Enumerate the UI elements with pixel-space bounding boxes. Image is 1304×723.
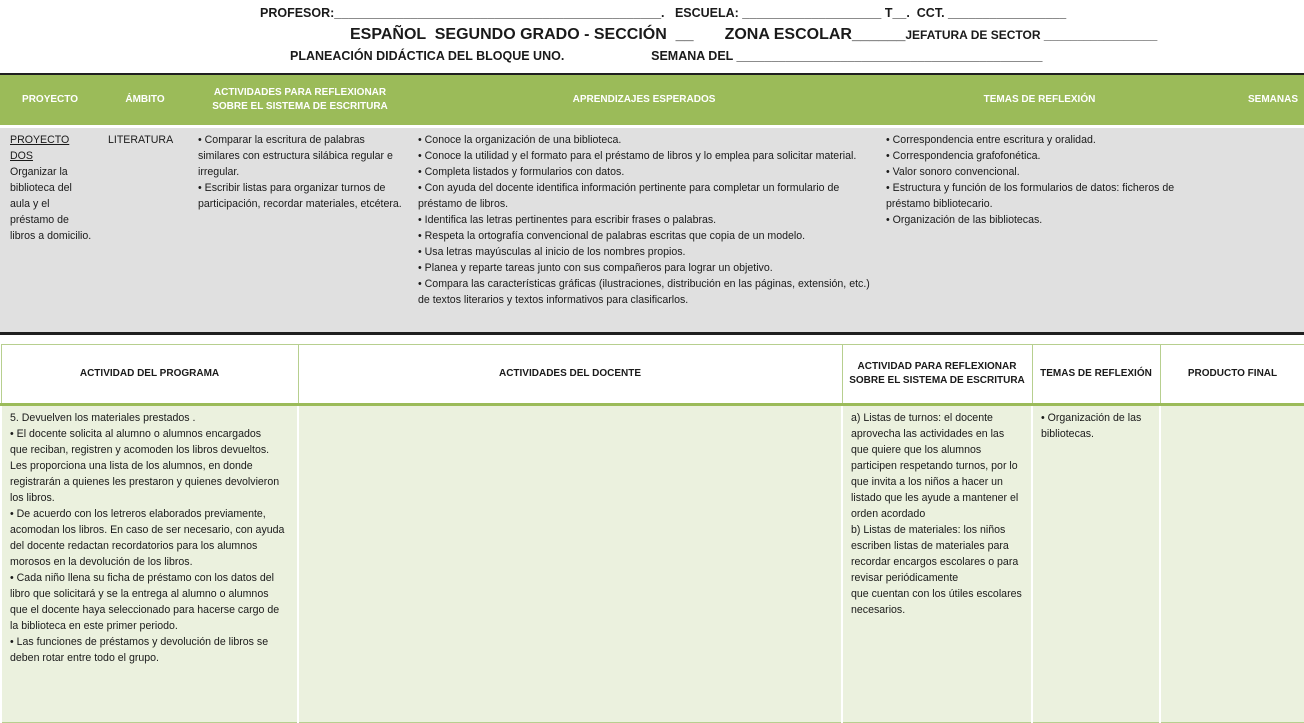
cell-temas-reflexion — [1032, 405, 1160, 723]
list-item: • Planea y reparte tareas junto con sus compañeros para lograr un objetivo. — [418, 262, 773, 274]
list-item: • Comparar la escritura de palabras similares con estructura silábica regular e irregular. — [198, 134, 393, 178]
col-header-reflexionar: ACTIVIDAD PARA REFLEXIONAR SOBRE EL SISTEMA DE ESCRITURA — [842, 345, 1032, 405]
list-item: • Usa letras mayúsculas al inicio de los nombres propios. — [418, 246, 686, 258]
header-title-main: ESPAÑOL SEGUNDO GRADO - SECCIÓN __ ZONA ESCOLAR______ — [350, 26, 906, 43]
list-item: • Escribir listas para organizar turnos de participación, recordar materiales, etcétera. — [198, 182, 402, 210]
planning-header-row — [0, 74, 1304, 127]
cell-ambito: LITERATURA — [100, 127, 190, 334]
col-header-semanas: SEMANAS — [1201, 74, 1304, 127]
list-item: que reciban, registren y acomoden los libros devueltos. Les proporciona una lista de los alumnos, en donde registrarán a quienes les prestaron y quienes devolvieron los libros. — [10, 444, 280, 504]
activities-row — [1, 405, 1304, 723]
cell-actividades — [190, 127, 410, 334]
cell-temas — [878, 127, 1201, 334]
activities-header-row — [1, 345, 1304, 405]
activities-table — [0, 344, 1304, 723]
cell-docente — [298, 405, 842, 723]
list-item: • Correspondencia entre escritura y oralidad. — [886, 134, 1096, 146]
cell-aprendizajes — [410, 127, 878, 334]
list-item: • El docente solicita al alumno o alumnos encargados — [10, 428, 262, 440]
cell-producto — [1160, 405, 1304, 723]
header-jefatura: JEFATURA DE SECTOR _________________ — [905, 28, 1158, 42]
planning-table — [0, 73, 1304, 335]
col-header-temas-reflexion: TEMAS DE REFLEXIÓN — [1032, 345, 1160, 405]
col-header-proyecto: PROYECTO — [0, 74, 100, 127]
list-item: • Compara las características gráficas (ilustraciones, distribución en las páginas, extensión, etc.) de textos literarios y textos informativos para clasificarlos. — [418, 278, 870, 306]
list-item: • Correspondencia grafofonética. — [886, 150, 1041, 162]
cell-semanas — [1201, 127, 1304, 334]
header-title-line — [350, 26, 1304, 44]
col-header-programa: ACTIVIDAD DEL PROGRAMA — [1, 345, 298, 405]
list-item: • Identifica las letras pertinentes para escribir frases o palabras. — [418, 214, 717, 226]
planning-row — [0, 127, 1304, 334]
header-profesor-line: PROFESOR:_______________________________________________. ESCUELA: ____________________ T__. CCT. _________________ — [260, 6, 1067, 20]
cell-programa — [1, 405, 298, 723]
proyecto-title: PROYECTO DOS — [10, 134, 70, 162]
col-header-temas: TEMAS DE REFLEXIÓN — [878, 74, 1201, 127]
list-item: • Las funciones de préstamos y devolución de libros se deben rotar entre todo el grupo. — [10, 636, 269, 664]
list-item: • Organización de las bibliotecas. — [886, 214, 1043, 226]
list-item: • Estructura y función de los formularios de datos: ficheros de préstamo bibliotecario. — [886, 182, 1175, 210]
list-item: • Valor sonoro convencional. — [886, 166, 1020, 178]
list-item: b) Listas de materiales: los niños escriben listas de materiales para recordar encargos escolares o para revisar periódicamente — [851, 524, 1019, 584]
list-item: • Respeta la ortografía convencional de palabras escritas que copia de un modelo. — [418, 230, 806, 242]
cell-proyecto — [0, 127, 100, 334]
list-item: • Con ayuda del docente identifica información pertinente para completar un formulario de préstamo de libros. — [418, 182, 840, 210]
cell-reflexionar — [842, 405, 1032, 723]
list-item: • Completa listados y formularios con datos. — [418, 166, 625, 178]
col-header-docente: ACTIVIDADES DEL DOCENTE — [298, 345, 842, 405]
list-item: 5. Devuelven los materiales prestados . — [10, 412, 196, 424]
list-item: • Conoce la organización de una biblioteca. — [418, 134, 622, 146]
list-item: • De acuerdo con los letreros elaborados previamente, acomodan los libros. En caso de ser necesario, con ayuda del docente redactan recordatorios para los alumnos morosos en la devolución de los libros. — [10, 508, 285, 568]
list-item: • Cada niño llena su ficha de préstamo con los datos del libro que solicitará y se la entrega al alumno o alumnos que el docente haya seleccionado para hacerse cargo de la biblioteca en este primer periodo. — [10, 572, 280, 632]
col-header-ambito: ÁMBITO — [100, 74, 190, 127]
proyecto-description: Organizar la biblioteca del aula y el préstamo de libros a domicilio. — [10, 166, 92, 242]
col-header-producto: PRODUCTO FINAL — [1160, 345, 1304, 405]
col-header-actividades: ACTIVIDADES PARA REFLEXIONAR SOBRE EL SISTEMA DE ESCRITURA — [190, 74, 410, 127]
col-header-aprendizajes: APRENDIZAJES ESPERADOS — [410, 74, 878, 127]
list-item: que cuentan con los útiles escolares necesarios. — [851, 588, 1022, 616]
header-planeacion-line: PLANEACIÓN DIDÁCTICA DEL BLOQUE UNO. SEMANA DEL ____________________________________________ — [290, 49, 1043, 63]
list-item: a) Listas de turnos: el docente aprovecha las actividades en las que quiere que los alumnos participen respetando turnos, por lo que invita a los niños a hacer un listado que les ayude a mantener el orden acordado — [851, 412, 1019, 520]
list-item: • Conoce la utilidad y el formato para el préstamo de libros y lo emplea para solicitar material. — [418, 150, 857, 162]
list-item: • Organización de las bibliotecas. — [1041, 412, 1142, 440]
